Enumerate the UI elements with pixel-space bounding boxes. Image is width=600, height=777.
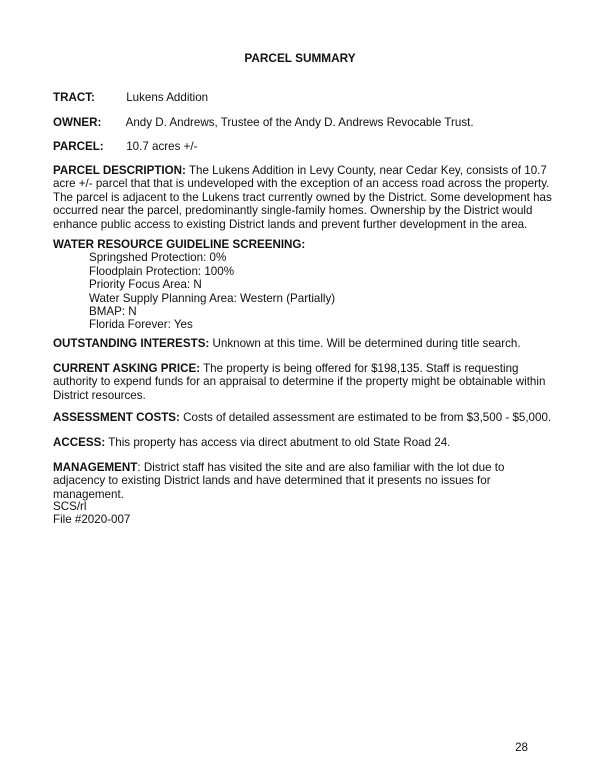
asking-price-section: [53, 362, 553, 402]
initials: SCS/rl: [53, 500, 87, 513]
assessment-costs-text: Costs of detailed assessment are estimated to be from $3,500 - $5,000.: [183, 411, 552, 424]
screening-label: WATER RESOURCE GUIDELINE SCREENING:: [53, 238, 306, 251]
file-number: File #2020-007: [53, 513, 131, 527]
access-text: This property has access via direct abutment to old State Road 24.: [108, 436, 451, 449]
owner-label: OWNER:: [53, 116, 102, 129]
tract-row: [53, 91, 553, 104]
outstanding-interests-label: OUTSTANDING INTERESTS:: [53, 337, 210, 350]
outstanding-interests-text: Unknown at this time. Will be determined during title search.: [212, 337, 521, 350]
management-section: [53, 461, 553, 501]
tract-value: Lukens Addition: [126, 91, 209, 104]
screening-item: BMAP: N: [89, 305, 137, 319]
parcel-description-label: PARCEL DESCRIPTION:: [53, 164, 186, 177]
parcel-value: 10.7 acres +/-: [126, 140, 198, 153]
tract-label: TRACT:: [53, 91, 95, 104]
screening-item: Florida Forever: Yes: [89, 318, 193, 332]
screening-item: Water Supply Planning Area: Western (Partially): [89, 291, 336, 305]
screening-item: Priority Focus Area: N: [89, 278, 202, 292]
parcel-description-section: [53, 164, 553, 231]
access-label: ACCESS:: [53, 436, 106, 449]
asking-price-label: CURRENT ASKING PRICE:: [53, 362, 201, 375]
screening-list: [53, 251, 553, 331]
parcel-row: [53, 140, 553, 153]
parcel-description-text: The Lukens Addition in Levy County, near Cedar Key, consists of 10.7 acre +/- parcel that that is undeveloped with the exception of an access road across the property. The parcel is adjacent to the Lukens tract currently owned by the District. Some development has occurred near the parcel, predominantly single-family homes. Ownership by the District would enhance public access to existing District lands and prevent further development in the area.: [53, 164, 552, 231]
access-section: [53, 436, 553, 449]
footer-block: [53, 500, 553, 527]
owner-value: Andy D. Andrews, Trustee of the Andy D. Andrews Revocable Trust.: [125, 116, 474, 129]
page-title: PARCEL SUMMARY: [244, 51, 356, 65]
screening-item: Floodplain Protection: 100%: [89, 264, 235, 278]
owner-row: [53, 116, 553, 129]
assessment-costs-label: ASSESSMENT COSTS:: [53, 411, 180, 424]
screening-section: [53, 238, 553, 332]
management-text: : District staff has visited the site and are also familiar with the lot due to adjacency to existing District lands and have determined that it presents no issues for management.: [53, 461, 505, 501]
outstanding-interests-section: [53, 337, 553, 350]
parcel-label: PARCEL:: [53, 140, 104, 153]
page-number: 28: [515, 741, 528, 754]
assessment-costs-section: [53, 411, 553, 424]
management-label: MANAGEMENT: [53, 461, 138, 474]
screening-item: Springshed Protection: 0%: [89, 251, 227, 265]
asking-price-text: The property is being offered for $198,135. Staff is requesting authority to expend funds for an appraisal to determine if the property might be obtainable within District resources.: [53, 362, 546, 402]
